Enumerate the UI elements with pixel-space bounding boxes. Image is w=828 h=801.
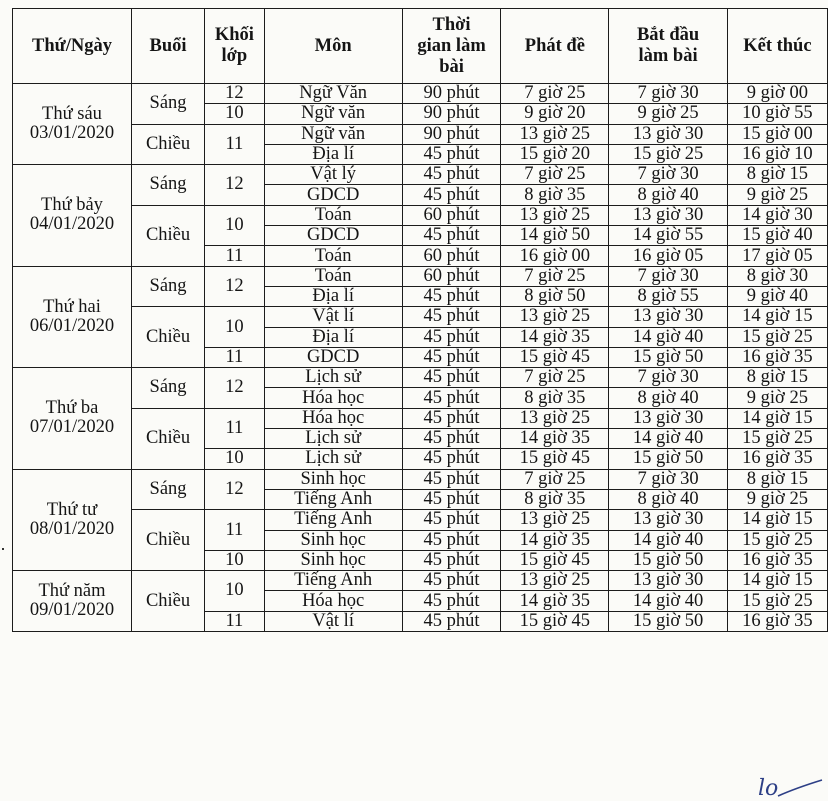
subject-cell: Ngữ văn — [264, 104, 402, 124]
subject-cell: Hóa học — [264, 408, 402, 428]
subject-cell: Địa lí — [264, 327, 402, 347]
end-cell: 9 giờ 25 — [727, 388, 827, 408]
day-cell — [13, 165, 132, 266]
session-cell: Chiều — [131, 571, 204, 632]
subject-cell: Vật lí — [264, 307, 402, 327]
day-cell — [13, 266, 132, 367]
start-cell: 9 giờ 25 — [609, 104, 728, 124]
end-cell: 9 giờ 00 — [727, 84, 827, 104]
margin-dot — [2, 548, 4, 550]
column-header-session-line: Buổi — [149, 35, 187, 56]
subject-cell: Sinh học — [264, 469, 402, 489]
start-cell: 13 giờ 30 — [609, 571, 728, 591]
grade-cell: 11 — [205, 611, 264, 631]
day-weekday: Thứ ba — [45, 398, 99, 419]
subject-cell: Sinh học — [264, 530, 402, 550]
start-cell: 14 giờ 40 — [609, 530, 728, 550]
duration-cell: 60 phút — [402, 205, 501, 225]
session-cell: Sáng — [131, 165, 204, 206]
handout-cell: 13 giờ 25 — [501, 408, 609, 428]
day-weekday: Thứ năm — [38, 581, 106, 602]
table-row — [13, 84, 828, 104]
session-cell: Chiều — [131, 205, 204, 266]
handout-cell: 14 giờ 50 — [501, 226, 609, 246]
column-header-grade-line: Khối — [214, 25, 254, 45]
signature-stroke — [776, 778, 826, 800]
subject-cell: Lịch sử — [264, 449, 402, 469]
end-cell: 8 giờ 15 — [727, 165, 827, 185]
duration-cell: 45 phút — [402, 165, 501, 185]
end-cell: 14 giờ 15 — [727, 571, 827, 591]
table-row — [13, 165, 828, 185]
duration-cell: 45 phút — [402, 347, 501, 367]
end-cell: 16 giờ 10 — [727, 144, 827, 164]
header-row — [13, 9, 828, 84]
start-cell: 13 giờ 30 — [609, 510, 728, 530]
end-cell: 15 giờ 25 — [727, 530, 827, 550]
end-cell: 17 giờ 05 — [727, 246, 827, 266]
day-date: 09/01/2020 — [29, 600, 115, 621]
column-header-handout-line: Phát đề — [524, 35, 585, 56]
start-cell: 13 giờ 30 — [609, 408, 728, 428]
duration-cell: 60 phút — [402, 266, 501, 286]
column-header-subject-line: Môn — [314, 35, 352, 56]
session-cell: Chiều — [131, 408, 204, 469]
start-cell: 8 giờ 40 — [609, 489, 728, 509]
subject-cell: Ngữ Văn — [264, 84, 402, 104]
column-header-grade-line: lớp — [221, 46, 248, 66]
end-cell: 8 giờ 30 — [727, 266, 827, 286]
table-row — [13, 307, 828, 327]
start-cell: 7 giờ 30 — [609, 266, 728, 286]
table-row — [13, 124, 828, 144]
end-cell: 9 giờ 40 — [727, 286, 827, 306]
start-cell: 13 giờ 30 — [609, 307, 728, 327]
column-header-end — [727, 9, 827, 84]
column-header-end-line: Kết thúc — [743, 35, 812, 56]
end-cell: 8 giờ 15 — [727, 469, 827, 489]
day-cell — [13, 368, 132, 469]
table-row — [13, 266, 828, 286]
day-weekday: Thứ sáu — [42, 104, 102, 125]
subject-cell: Toán — [264, 246, 402, 266]
initials-signature: lo — [758, 776, 779, 801]
handout-cell: 13 giờ 25 — [501, 307, 609, 327]
table-row — [13, 571, 828, 591]
start-cell: 7 giờ 30 — [609, 469, 728, 489]
column-header-handout — [501, 9, 609, 84]
subject-cell: Lịch sử — [264, 368, 402, 388]
handout-cell: 9 giờ 20 — [501, 104, 609, 124]
exam-timetable — [12, 8, 828, 632]
column-header-subject — [264, 9, 402, 84]
subject-cell: Tiếng Anh — [264, 571, 402, 591]
duration-cell: 45 phút — [402, 226, 501, 246]
handout-cell: 14 giờ 35 — [501, 591, 609, 611]
column-header-day — [13, 9, 132, 84]
grade-cell: 10 — [205, 571, 264, 612]
subject-cell: Tiếng Anh — [264, 489, 402, 509]
duration-cell: 90 phút — [402, 104, 501, 124]
end-cell: 16 giờ 35 — [727, 449, 827, 469]
start-cell: 15 giờ 50 — [609, 611, 728, 631]
day-date: 06/01/2020 — [29, 315, 115, 336]
start-cell: 15 giờ 25 — [609, 144, 728, 164]
table-row — [13, 408, 828, 428]
duration-cell: 45 phút — [402, 286, 501, 306]
table-row — [13, 469, 828, 489]
grade-cell: 12 — [205, 84, 264, 104]
session-cell: Chiều — [131, 510, 204, 571]
column-header-start-line: làm bài — [638, 46, 698, 66]
duration-cell: 45 phút — [402, 449, 501, 469]
subject-cell: Sinh học — [264, 550, 402, 570]
day-cell — [13, 469, 132, 570]
start-cell: 13 giờ 30 — [609, 124, 728, 144]
column-header-grade — [205, 9, 264, 84]
handout-cell: 13 giờ 25 — [501, 124, 609, 144]
end-cell: 16 giờ 35 — [727, 347, 827, 367]
subject-cell: Toán — [264, 205, 402, 225]
subject-cell: GDCD — [264, 226, 402, 246]
handout-cell: 15 giờ 20 — [501, 144, 609, 164]
day-weekday: Thứ hai — [43, 296, 101, 317]
grade-cell: 10 — [205, 449, 264, 469]
grade-cell: 12 — [205, 469, 264, 510]
duration-cell: 45 phút — [402, 408, 501, 428]
table-row — [13, 368, 828, 388]
end-cell: 8 giờ 15 — [727, 368, 827, 388]
table-row — [13, 205, 828, 225]
grade-cell: 10 — [205, 104, 264, 124]
subject-cell: Toán — [264, 266, 402, 286]
day-cell — [13, 84, 132, 165]
end-cell: 14 giờ 15 — [727, 408, 827, 428]
column-header-start-line: Bắt đầu — [636, 25, 700, 45]
subject-cell: Ngữ văn — [264, 124, 402, 144]
start-cell: 7 giờ 30 — [609, 368, 728, 388]
grade-cell: 10 — [205, 307, 264, 348]
session-cell: Chiều — [131, 307, 204, 368]
handout-cell: 15 giờ 45 — [501, 550, 609, 570]
handout-cell: 8 giờ 35 — [501, 489, 609, 509]
duration-cell: 45 phút — [402, 550, 501, 570]
duration-cell: 45 phút — [402, 388, 501, 408]
handout-cell: 13 giờ 25 — [501, 571, 609, 591]
start-cell: 7 giờ 30 — [609, 165, 728, 185]
duration-cell: 60 phút — [402, 246, 501, 266]
table-body — [13, 84, 828, 632]
duration-cell: 90 phút — [402, 124, 501, 144]
handout-cell: 15 giờ 45 — [501, 347, 609, 367]
end-cell: 9 giờ 25 — [727, 489, 827, 509]
duration-cell: 45 phút — [402, 489, 501, 509]
subject-cell: GDCD — [264, 347, 402, 367]
start-cell: 14 giờ 55 — [609, 226, 728, 246]
day-date: 07/01/2020 — [29, 417, 115, 438]
end-cell: 15 giờ 40 — [727, 226, 827, 246]
duration-cell: 45 phút — [402, 144, 501, 164]
end-cell: 15 giờ 25 — [727, 327, 827, 347]
column-header-duration-line: Thời — [432, 14, 471, 35]
end-cell: 15 giờ 25 — [727, 591, 827, 611]
subject-cell: Tiếng Anh — [264, 510, 402, 530]
handout-cell: 7 giờ 25 — [501, 469, 609, 489]
start-cell: 13 giờ 30 — [609, 205, 728, 225]
handout-cell: 13 giờ 25 — [501, 205, 609, 225]
subject-cell: Hóa học — [264, 388, 402, 408]
grade-cell: 11 — [205, 347, 264, 367]
end-cell: 14 giờ 15 — [727, 307, 827, 327]
duration-cell: 45 phút — [402, 571, 501, 591]
end-cell: 16 giờ 35 — [727, 550, 827, 570]
column-header-session — [131, 9, 204, 84]
duration-cell: 45 phút — [402, 510, 501, 530]
end-cell: 9 giờ 25 — [727, 185, 827, 205]
grade-cell: 11 — [205, 124, 264, 165]
start-cell: 8 giờ 40 — [609, 185, 728, 205]
grade-cell: 11 — [205, 510, 264, 551]
end-cell: 14 giờ 15 — [727, 510, 827, 530]
subject-cell: GDCD — [264, 185, 402, 205]
start-cell: 8 giờ 55 — [609, 286, 728, 306]
start-cell: 8 giờ 40 — [609, 388, 728, 408]
day-cell — [13, 571, 132, 632]
end-cell: 16 giờ 35 — [727, 611, 827, 631]
day-date: 03/01/2020 — [29, 123, 115, 144]
start-cell: 14 giờ 40 — [609, 591, 728, 611]
duration-cell: 90 phút — [402, 84, 501, 104]
duration-cell: 45 phút — [402, 307, 501, 327]
duration-cell: 45 phút — [402, 530, 501, 550]
end-cell: 10 giờ 55 — [727, 104, 827, 124]
subject-cell: Vật lý — [264, 165, 402, 185]
column-header-duration-line: gian làm — [417, 35, 486, 56]
column-header-start — [609, 9, 728, 84]
handout-cell: 8 giờ 35 — [501, 388, 609, 408]
handout-cell: 15 giờ 45 — [501, 611, 609, 631]
end-cell: 15 giờ 00 — [727, 124, 827, 144]
session-cell: Chiều — [131, 124, 204, 165]
start-cell: 15 giờ 50 — [609, 347, 728, 367]
handout-cell: 7 giờ 25 — [501, 84, 609, 104]
day-weekday: Thứ tư — [46, 499, 98, 520]
handout-cell: 14 giờ 35 — [501, 530, 609, 550]
start-cell: 14 giờ 40 — [609, 429, 728, 449]
grade-cell: 12 — [205, 266, 264, 307]
grade-cell: 10 — [205, 550, 264, 570]
handout-cell: 8 giờ 35 — [501, 185, 609, 205]
column-header-duration-line: bài — [439, 56, 464, 77]
duration-cell: 45 phút — [402, 185, 501, 205]
grade-cell: 11 — [205, 246, 264, 266]
handout-cell: 7 giờ 25 — [501, 368, 609, 388]
session-cell: Sáng — [131, 469, 204, 510]
handout-cell: 15 giờ 45 — [501, 449, 609, 469]
duration-cell: 45 phút — [402, 611, 501, 631]
duration-cell: 45 phút — [402, 591, 501, 611]
end-cell: 14 giờ 30 — [727, 205, 827, 225]
handout-cell: 13 giờ 25 — [501, 510, 609, 530]
handout-cell: 14 giờ 35 — [501, 327, 609, 347]
handout-cell: 7 giờ 25 — [501, 165, 609, 185]
start-cell: 14 giờ 40 — [609, 327, 728, 347]
start-cell: 7 giờ 30 — [609, 84, 728, 104]
table-row — [13, 510, 828, 530]
subject-cell: Địa lí — [264, 144, 402, 164]
handout-cell: 7 giờ 25 — [501, 266, 609, 286]
grade-cell: 10 — [205, 205, 264, 246]
subject-cell: Địa lí — [264, 286, 402, 306]
duration-cell: 45 phút — [402, 469, 501, 489]
handout-cell: 8 giờ 50 — [501, 286, 609, 306]
day-date: 04/01/2020 — [29, 214, 115, 235]
start-cell: 15 giờ 50 — [609, 449, 728, 469]
column-header-duration — [402, 9, 501, 84]
subject-cell: Vật lí — [264, 611, 402, 631]
day-weekday: Thứ bảy — [41, 195, 103, 216]
column-header-day-line: Thứ/Ngày — [31, 35, 112, 56]
subject-cell: Lịch sử — [264, 429, 402, 449]
document-sheet — [12, 8, 828, 632]
duration-cell: 45 phút — [402, 368, 501, 388]
session-cell: Sáng — [131, 266, 204, 307]
day-date: 08/01/2020 — [29, 518, 115, 539]
handout-cell: 16 giờ 00 — [501, 246, 609, 266]
grade-cell: 11 — [205, 408, 264, 449]
end-cell: 15 giờ 25 — [727, 429, 827, 449]
start-cell: 16 giờ 05 — [609, 246, 728, 266]
session-cell: Sáng — [131, 84, 204, 125]
duration-cell: 45 phút — [402, 327, 501, 347]
grade-cell: 12 — [205, 368, 264, 409]
duration-cell: 45 phút — [402, 429, 501, 449]
start-cell: 15 giờ 50 — [609, 550, 728, 570]
session-cell: Sáng — [131, 368, 204, 409]
handout-cell: 14 giờ 35 — [501, 429, 609, 449]
subject-cell: Hóa học — [264, 591, 402, 611]
grade-cell: 12 — [205, 165, 264, 206]
